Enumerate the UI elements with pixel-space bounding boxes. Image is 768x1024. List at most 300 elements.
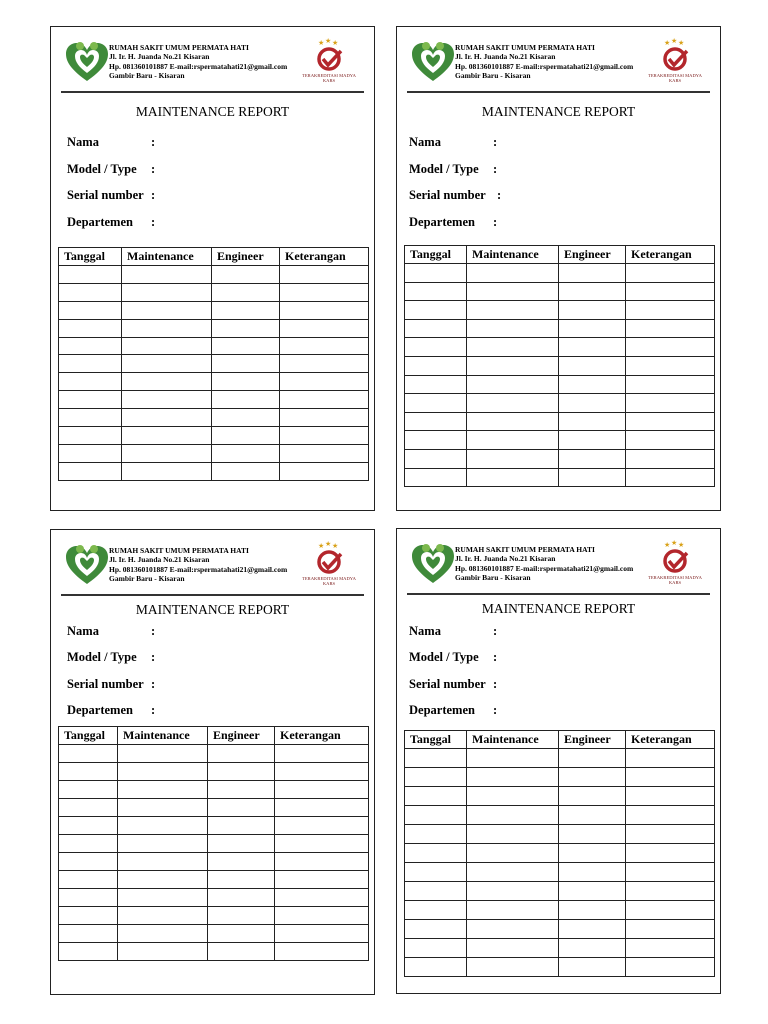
hospital-area: Gambir Baru - Kisaran bbox=[455, 71, 531, 81]
table-cell[interactable] bbox=[59, 391, 122, 409]
table-cell[interactable] bbox=[559, 768, 626, 787]
table-cell[interactable] bbox=[626, 356, 715, 375]
form-title: MAINTENANCE REPORT bbox=[481, 601, 636, 616]
table-cell[interactable] bbox=[626, 394, 715, 413]
table-cell[interactable] bbox=[280, 444, 369, 462]
table-cell[interactable] bbox=[559, 338, 626, 357]
table-cell[interactable] bbox=[467, 301, 559, 320]
table-cell[interactable] bbox=[208, 889, 275, 907]
hospital-name: RUMAH SAKIT UMUM PERMATA HATI bbox=[109, 546, 249, 555]
table-cell[interactable] bbox=[559, 787, 626, 806]
table-cell[interactable] bbox=[59, 355, 122, 373]
table-cell[interactable] bbox=[122, 337, 212, 355]
table-cell[interactable] bbox=[559, 449, 626, 468]
table-cell[interactable] bbox=[212, 283, 280, 301]
table-cell[interactable] bbox=[559, 920, 626, 939]
table-cell[interactable] bbox=[275, 871, 369, 889]
table-cell[interactable] bbox=[405, 282, 467, 301]
table-cell[interactable] bbox=[275, 835, 369, 853]
table-cell[interactable] bbox=[626, 863, 715, 882]
table-cell[interactable] bbox=[59, 871, 118, 889]
field-colon: : bbox=[151, 188, 156, 202]
table-cell[interactable] bbox=[122, 355, 212, 373]
table-cell[interactable] bbox=[467, 844, 559, 863]
table-cell[interactable] bbox=[405, 806, 467, 825]
field-label: Nama bbox=[67, 135, 99, 149]
field-colon: : bbox=[493, 677, 498, 691]
table-cell[interactable] bbox=[559, 844, 626, 863]
hospital-logo-icon bbox=[63, 37, 111, 85]
table-cell[interactable] bbox=[208, 745, 275, 763]
table-cell[interactable] bbox=[280, 391, 369, 409]
table-cell[interactable] bbox=[208, 925, 275, 943]
table-cell[interactable] bbox=[405, 901, 467, 920]
hospital-contact: Hp. 081360101887 E-mail:rspermatahati21@gmail.com bbox=[109, 564, 288, 574]
table-cell[interactable] bbox=[59, 319, 122, 337]
table-row bbox=[59, 301, 369, 319]
table-cell[interactable] bbox=[59, 781, 118, 799]
table-cell[interactable] bbox=[405, 264, 467, 283]
table-cell[interactable] bbox=[208, 781, 275, 799]
table-cell[interactable] bbox=[122, 373, 212, 391]
table-cell[interactable] bbox=[405, 338, 467, 357]
table-cell[interactable] bbox=[59, 925, 118, 943]
table-cell[interactable] bbox=[280, 283, 369, 301]
table-cell[interactable] bbox=[275, 745, 369, 763]
accreditation-line2: KARS bbox=[668, 580, 682, 586]
field-model-type bbox=[409, 162, 498, 177]
table-cell[interactable] bbox=[467, 412, 559, 431]
table-cell[interactable] bbox=[626, 375, 715, 394]
field-colon: : bbox=[151, 135, 156, 149]
accreditation-line2: KARS bbox=[322, 78, 336, 84]
field-colon: : bbox=[151, 703, 156, 717]
hospital-name: RUMAH SAKIT UMUM PERMATA HATI bbox=[109, 43, 249, 52]
table-cell[interactable] bbox=[559, 749, 626, 768]
table-cell[interactable] bbox=[626, 825, 715, 844]
table-cell[interactable] bbox=[122, 301, 212, 319]
form-title: MAINTENANCE REPORT bbox=[135, 104, 290, 119]
header-divider bbox=[61, 91, 364, 93]
hospital-name: RUMAH SAKIT UMUM PERMATA HATI bbox=[455, 545, 595, 554]
table-cell[interactable] bbox=[208, 763, 275, 781]
table-cell[interactable] bbox=[59, 462, 122, 480]
table-cell[interactable] bbox=[59, 337, 122, 355]
svg-text:★: ★ bbox=[671, 539, 678, 547]
table-cell[interactable] bbox=[467, 882, 559, 901]
table-cell[interactable] bbox=[626, 920, 715, 939]
table-cell[interactable] bbox=[467, 749, 559, 768]
table-cell[interactable] bbox=[122, 444, 212, 462]
table-row bbox=[405, 431, 715, 450]
table-cell[interactable] bbox=[405, 939, 467, 958]
table-cell[interactable] bbox=[559, 394, 626, 413]
table-cell[interactable] bbox=[59, 889, 118, 907]
table-cell[interactable] bbox=[59, 907, 118, 925]
table-cell[interactable] bbox=[467, 468, 559, 487]
table-cell[interactable] bbox=[59, 283, 122, 301]
table-cell[interactable] bbox=[118, 925, 208, 943]
table-cell[interactable] bbox=[118, 835, 208, 853]
table-cell[interactable] bbox=[118, 871, 208, 889]
hospital-contact: Hp. 081360101887 E-mail:rspermatahati21@gmail.com bbox=[455, 61, 634, 71]
field-nama bbox=[67, 624, 156, 639]
accreditation-seal-icon bbox=[657, 539, 693, 575]
table-cell[interactable] bbox=[275, 799, 369, 817]
table-cell[interactable] bbox=[122, 462, 212, 480]
field-label: Serial number bbox=[409, 188, 486, 202]
column-header-engineer: Engineer bbox=[559, 246, 626, 264]
field-model-type bbox=[67, 162, 156, 177]
field-serial-number bbox=[409, 188, 502, 203]
table-cell[interactable] bbox=[405, 882, 467, 901]
svg-text:★: ★ bbox=[678, 39, 685, 47]
table-row bbox=[59, 781, 369, 799]
table-cell[interactable] bbox=[118, 763, 208, 781]
svg-text:★: ★ bbox=[325, 37, 332, 45]
table-cell[interactable] bbox=[626, 806, 715, 825]
table-cell[interactable] bbox=[405, 920, 467, 939]
accreditation-line1: TERAKREDITASI MADYA bbox=[302, 576, 356, 581]
table-cell[interactable] bbox=[626, 768, 715, 787]
table-cell[interactable] bbox=[626, 749, 715, 768]
table-cell[interactable] bbox=[212, 373, 280, 391]
table-cell[interactable] bbox=[626, 844, 715, 863]
table-cell[interactable] bbox=[405, 958, 467, 977]
table-cell[interactable] bbox=[559, 901, 626, 920]
table-row bbox=[59, 907, 369, 925]
table-row bbox=[405, 863, 715, 882]
table-cell[interactable] bbox=[626, 338, 715, 357]
accreditation-line2: KARS bbox=[322, 581, 336, 587]
table-cell[interactable] bbox=[467, 431, 559, 450]
table-cell[interactable] bbox=[212, 266, 280, 284]
letterhead bbox=[407, 537, 710, 595]
field-label: Model / Type bbox=[67, 162, 137, 176]
table-cell[interactable] bbox=[59, 444, 122, 462]
accreditation-badge bbox=[644, 37, 706, 84]
table-row bbox=[59, 427, 369, 445]
table-cell[interactable] bbox=[275, 925, 369, 943]
field-colon: : bbox=[151, 624, 156, 638]
table-cell[interactable] bbox=[59, 427, 122, 445]
form-title: MAINTENANCE REPORT bbox=[481, 104, 636, 119]
table-cell[interactable] bbox=[275, 907, 369, 925]
table-cell[interactable] bbox=[118, 907, 208, 925]
column-header-maintenance: Maintenance bbox=[467, 246, 559, 264]
table-cell[interactable] bbox=[559, 825, 626, 844]
table-cell[interactable] bbox=[467, 338, 559, 357]
table-cell[interactable] bbox=[467, 920, 559, 939]
table-cell[interactable] bbox=[59, 266, 122, 284]
table-cell[interactable] bbox=[467, 939, 559, 958]
table-cell[interactable] bbox=[559, 412, 626, 431]
table-cell[interactable] bbox=[405, 449, 467, 468]
table-cell[interactable] bbox=[122, 266, 212, 284]
table-cell[interactable] bbox=[212, 444, 280, 462]
table-cell[interactable] bbox=[467, 375, 559, 394]
table-cell[interactable] bbox=[122, 391, 212, 409]
hospital-info bbox=[455, 545, 633, 583]
table-cell[interactable] bbox=[467, 768, 559, 787]
table-row bbox=[405, 787, 715, 806]
table-row bbox=[59, 745, 369, 763]
header-divider bbox=[407, 593, 710, 595]
table-row bbox=[59, 319, 369, 337]
table-cell[interactable] bbox=[467, 282, 559, 301]
hospital-info bbox=[455, 43, 633, 81]
field-label: Departemen bbox=[409, 703, 475, 717]
table-row bbox=[405, 282, 715, 301]
table-cell[interactable] bbox=[405, 356, 467, 375]
table-cell[interactable] bbox=[467, 449, 559, 468]
field-label: Serial number bbox=[67, 188, 144, 202]
table-cell[interactable] bbox=[280, 427, 369, 445]
hospital-address: Jl. Ir. H. Juanda No.21 Kisaran bbox=[109, 555, 210, 565]
table-row bbox=[59, 462, 369, 480]
table-cell[interactable] bbox=[275, 817, 369, 835]
table-cell[interactable] bbox=[59, 763, 118, 781]
accreditation-line1: TERAKREDITASI MADYA bbox=[648, 575, 702, 580]
table-cell[interactable] bbox=[208, 835, 275, 853]
table-cell[interactable] bbox=[280, 355, 369, 373]
table-header-row bbox=[405, 246, 715, 264]
maintenance-form-top-left bbox=[50, 26, 375, 511]
table-row bbox=[405, 844, 715, 863]
field-nama bbox=[409, 624, 498, 639]
maintenance-log-table bbox=[58, 247, 369, 481]
accreditation-seal-icon bbox=[311, 540, 347, 576]
table-cell[interactable] bbox=[275, 763, 369, 781]
table-cell[interactable] bbox=[405, 787, 467, 806]
table-cell[interactable] bbox=[59, 409, 122, 427]
letterhead bbox=[61, 35, 364, 93]
table-cell[interactable] bbox=[405, 412, 467, 431]
table-row bbox=[405, 920, 715, 939]
table-cell[interactable] bbox=[118, 817, 208, 835]
table-cell[interactable] bbox=[208, 907, 275, 925]
table-row bbox=[405, 412, 715, 431]
table-cell[interactable] bbox=[405, 749, 467, 768]
table-cell[interactable] bbox=[626, 468, 715, 487]
table-cell[interactable] bbox=[467, 319, 559, 338]
maintenance-form-bottom-right bbox=[396, 528, 721, 994]
table-row bbox=[405, 768, 715, 787]
table-cell[interactable] bbox=[208, 853, 275, 871]
svg-text:★: ★ bbox=[671, 37, 678, 45]
maintenance-form-bottom-left bbox=[50, 529, 375, 995]
table-cell[interactable] bbox=[405, 394, 467, 413]
table-cell[interactable] bbox=[208, 799, 275, 817]
table-cell[interactable] bbox=[118, 853, 208, 871]
table-cell[interactable] bbox=[59, 817, 118, 835]
table-row bbox=[405, 468, 715, 487]
table-cell[interactable] bbox=[59, 745, 118, 763]
column-header-tanggal: Tanggal bbox=[405, 246, 467, 264]
field-label: Departemen bbox=[67, 703, 133, 717]
table-row bbox=[59, 853, 369, 871]
table-cell[interactable] bbox=[59, 835, 118, 853]
accreditation-seal-icon bbox=[311, 37, 347, 73]
svg-text:★: ★ bbox=[678, 541, 685, 549]
table-cell[interactable] bbox=[405, 825, 467, 844]
table-cell[interactable] bbox=[559, 264, 626, 283]
table-cell[interactable] bbox=[559, 806, 626, 825]
table-cell[interactable] bbox=[212, 337, 280, 355]
table-row bbox=[59, 409, 369, 427]
table-cell[interactable] bbox=[280, 266, 369, 284]
table-cell[interactable] bbox=[275, 889, 369, 907]
field-label: Model / Type bbox=[67, 650, 137, 664]
field-colon: : bbox=[493, 624, 498, 638]
table-cell[interactable] bbox=[280, 301, 369, 319]
table-cell[interactable] bbox=[559, 375, 626, 394]
field-colon: : bbox=[151, 677, 156, 691]
field-serial-number bbox=[67, 188, 156, 203]
table-cell[interactable] bbox=[118, 745, 208, 763]
table-cell[interactable] bbox=[122, 409, 212, 427]
table-row bbox=[405, 301, 715, 320]
table-cell[interactable] bbox=[59, 301, 122, 319]
table-cell[interactable] bbox=[405, 768, 467, 787]
table-cell[interactable] bbox=[559, 882, 626, 901]
table-cell[interactable] bbox=[212, 427, 280, 445]
hospital-info bbox=[109, 43, 287, 81]
table-cell[interactable] bbox=[559, 301, 626, 320]
table-cell[interactable] bbox=[626, 282, 715, 301]
table-cell[interactable] bbox=[559, 431, 626, 450]
table-header-row bbox=[405, 731, 715, 749]
field-colon: : bbox=[493, 162, 498, 176]
hospital-area: Gambir Baru - Kisaran bbox=[455, 573, 531, 583]
table-cell[interactable] bbox=[559, 356, 626, 375]
table-cell[interactable] bbox=[280, 337, 369, 355]
table-cell[interactable] bbox=[275, 781, 369, 799]
table-cell[interactable] bbox=[59, 799, 118, 817]
table-cell[interactable] bbox=[559, 282, 626, 301]
table-row bbox=[59, 266, 369, 284]
table-cell[interactable] bbox=[559, 319, 626, 338]
table-cell[interactable] bbox=[405, 301, 467, 320]
table-cell[interactable] bbox=[212, 462, 280, 480]
table-cell[interactable] bbox=[280, 409, 369, 427]
table-row bbox=[405, 806, 715, 825]
column-header-maintenance: Maintenance bbox=[122, 248, 212, 266]
table-cell[interactable] bbox=[122, 319, 212, 337]
table-cell[interactable] bbox=[212, 355, 280, 373]
field-label: Nama bbox=[409, 135, 441, 149]
table-cell[interactable] bbox=[405, 468, 467, 487]
table-cell[interactable] bbox=[208, 817, 275, 835]
table-cell[interactable] bbox=[626, 412, 715, 431]
table-cell[interactable] bbox=[122, 283, 212, 301]
hospital-address: Jl. Ir. H. Juanda No.21 Kisaran bbox=[109, 52, 210, 62]
table-cell[interactable] bbox=[118, 889, 208, 907]
table-cell[interactable] bbox=[405, 375, 467, 394]
table-cell[interactable] bbox=[405, 863, 467, 882]
table-cell[interactable] bbox=[208, 943, 275, 961]
table-cell[interactable] bbox=[118, 781, 208, 799]
table-cell[interactable] bbox=[626, 939, 715, 958]
table-cell[interactable] bbox=[467, 901, 559, 920]
table-cell[interactable] bbox=[405, 844, 467, 863]
accreditation-seal-icon bbox=[657, 37, 693, 73]
table-cell[interactable] bbox=[275, 853, 369, 871]
table-row bbox=[405, 375, 715, 394]
table-cell[interactable] bbox=[626, 882, 715, 901]
table-cell[interactable] bbox=[212, 391, 280, 409]
table-cell[interactable] bbox=[559, 468, 626, 487]
table-row bbox=[59, 817, 369, 835]
table-cell[interactable] bbox=[626, 449, 715, 468]
table-cell[interactable] bbox=[559, 958, 626, 977]
table-cell[interactable] bbox=[118, 799, 208, 817]
table-cell[interactable] bbox=[280, 462, 369, 480]
field-departemen bbox=[67, 703, 156, 718]
field-colon: : bbox=[493, 215, 498, 229]
table-cell[interactable] bbox=[626, 787, 715, 806]
table-cell[interactable] bbox=[626, 301, 715, 320]
table-row bbox=[59, 925, 369, 943]
table-cell[interactable] bbox=[59, 853, 118, 871]
table-cell[interactable] bbox=[208, 871, 275, 889]
table-cell[interactable] bbox=[122, 427, 212, 445]
column-header-engineer: Engineer bbox=[559, 731, 626, 749]
table-cell[interactable] bbox=[212, 319, 280, 337]
table-cell[interactable] bbox=[467, 264, 559, 283]
hospital-address: Jl. Ir. H. Juanda No.21 Kisaran bbox=[455, 52, 556, 62]
table-cell[interactable] bbox=[405, 431, 467, 450]
field-label: Departemen bbox=[409, 215, 475, 229]
table-cell[interactable] bbox=[467, 863, 559, 882]
table-cell[interactable] bbox=[212, 409, 280, 427]
table-cell[interactable] bbox=[467, 787, 559, 806]
table-cell[interactable] bbox=[59, 943, 118, 961]
table-cell[interactable] bbox=[559, 939, 626, 958]
table-row bbox=[405, 319, 715, 338]
accreditation-line1: TERAKREDITASI MADYA bbox=[302, 73, 356, 78]
field-departemen bbox=[409, 703, 498, 718]
field-label: Nama bbox=[67, 624, 99, 638]
table-cell[interactable] bbox=[212, 301, 280, 319]
svg-text:★: ★ bbox=[318, 39, 325, 47]
table-cell[interactable] bbox=[118, 943, 208, 961]
table-cell[interactable] bbox=[405, 319, 467, 338]
table-cell[interactable] bbox=[467, 356, 559, 375]
column-header-tanggal: Tanggal bbox=[59, 727, 118, 745]
table-cell[interactable] bbox=[467, 958, 559, 977]
table-cell[interactable] bbox=[626, 264, 715, 283]
field-model-type bbox=[67, 650, 156, 665]
table-cell[interactable] bbox=[467, 825, 559, 844]
table-cell[interactable] bbox=[280, 319, 369, 337]
table-cell[interactable] bbox=[467, 394, 559, 413]
table-cell[interactable] bbox=[559, 863, 626, 882]
table-cell[interactable] bbox=[59, 373, 122, 391]
column-header-keterangan: Keterangan bbox=[626, 731, 715, 749]
hospital-info bbox=[109, 546, 287, 584]
table-cell[interactable] bbox=[626, 901, 715, 920]
table-row bbox=[59, 391, 369, 409]
table-cell[interactable] bbox=[467, 806, 559, 825]
table-cell[interactable] bbox=[626, 958, 715, 977]
field-colon: : bbox=[493, 650, 498, 664]
table-cell[interactable] bbox=[626, 431, 715, 450]
table-cell[interactable] bbox=[626, 319, 715, 338]
table-cell[interactable] bbox=[275, 943, 369, 961]
accreditation-badge bbox=[644, 539, 706, 586]
table-cell[interactable] bbox=[280, 373, 369, 391]
